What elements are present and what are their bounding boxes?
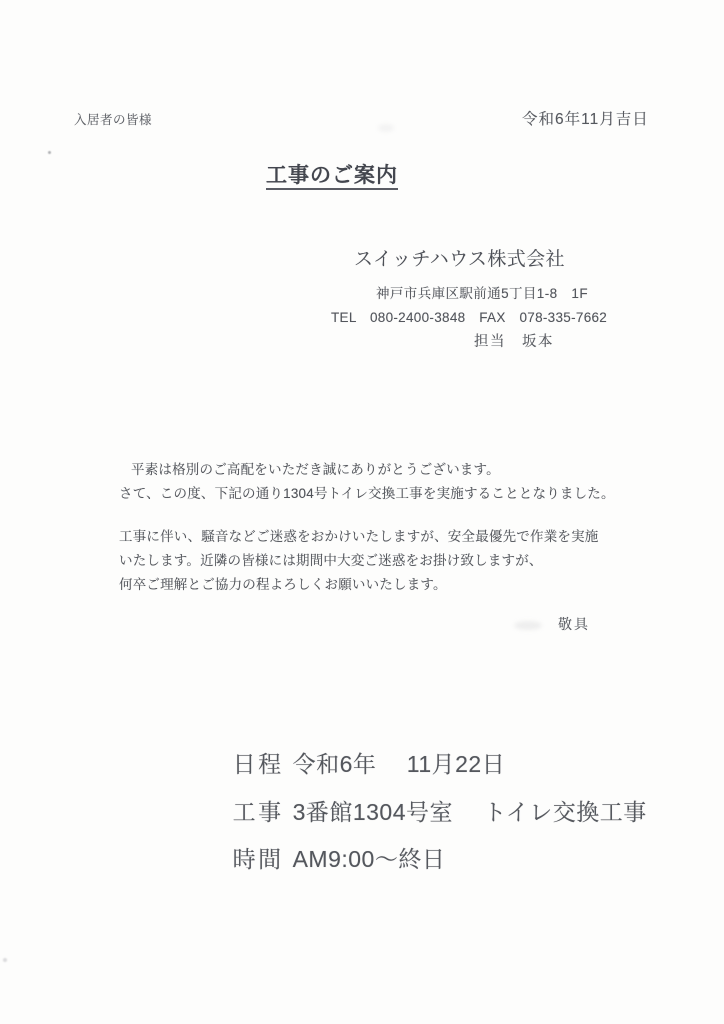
- scan-smudge: [378, 124, 394, 132]
- document-title: 工事のご案内: [266, 165, 398, 190]
- body-paragraph2-line2: いたします。近隣の皆様には期間中大変ご迷惑をお掛け致しますが、: [119, 553, 543, 568]
- sender-company-name: スイッチハウス株式会社: [354, 249, 565, 270]
- sender-tel-fax: TEL 080-2400-3848 FAX 078-335-7662: [331, 310, 608, 325]
- schedule-time-label: 時間: [232, 846, 284, 872]
- recipient-line: 入居者の皆様: [74, 113, 153, 127]
- body-paragraph2-line3: 何卒ご理解とご協力の程よろしくお願いいたします。: [119, 577, 447, 592]
- schedule-row-time: [207, 825, 445, 894]
- scan-smudge: [514, 621, 542, 630]
- body-paragraph1-line2: さて、この度、下記の通り1304号トイレ交換工事を実施することとなりました。: [119, 486, 615, 501]
- closing-keigu: 敬具: [558, 616, 590, 632]
- body-paragraph2-line1: 工事に伴い、騒音などご迷惑をおかけいたしますが、安全最優先で作業を実施: [119, 529, 599, 544]
- schedule-date-value: 令和6年 11月22日: [292, 751, 506, 777]
- document-date: 令和6年11月吉日: [522, 111, 649, 128]
- schedule-work-value: 3番館1304号室 トイレ交換工事: [292, 799, 647, 825]
- scan-speck: [3, 958, 7, 962]
- sender-contact-person: 担当 坂本: [474, 334, 554, 350]
- schedule-time-value: AM9:00〜終日: [292, 846, 446, 872]
- scan-speck: [48, 151, 51, 154]
- schedule-date-label: 日程: [232, 751, 284, 777]
- sender-address: 神戸市兵庫区駅前通5丁目1-8 1F: [376, 286, 588, 301]
- schedule-work-label: 工事: [232, 799, 284, 825]
- body-paragraph1-line1: 平素は格別のご高配をいただき誠にありがとうございます。: [131, 462, 500, 477]
